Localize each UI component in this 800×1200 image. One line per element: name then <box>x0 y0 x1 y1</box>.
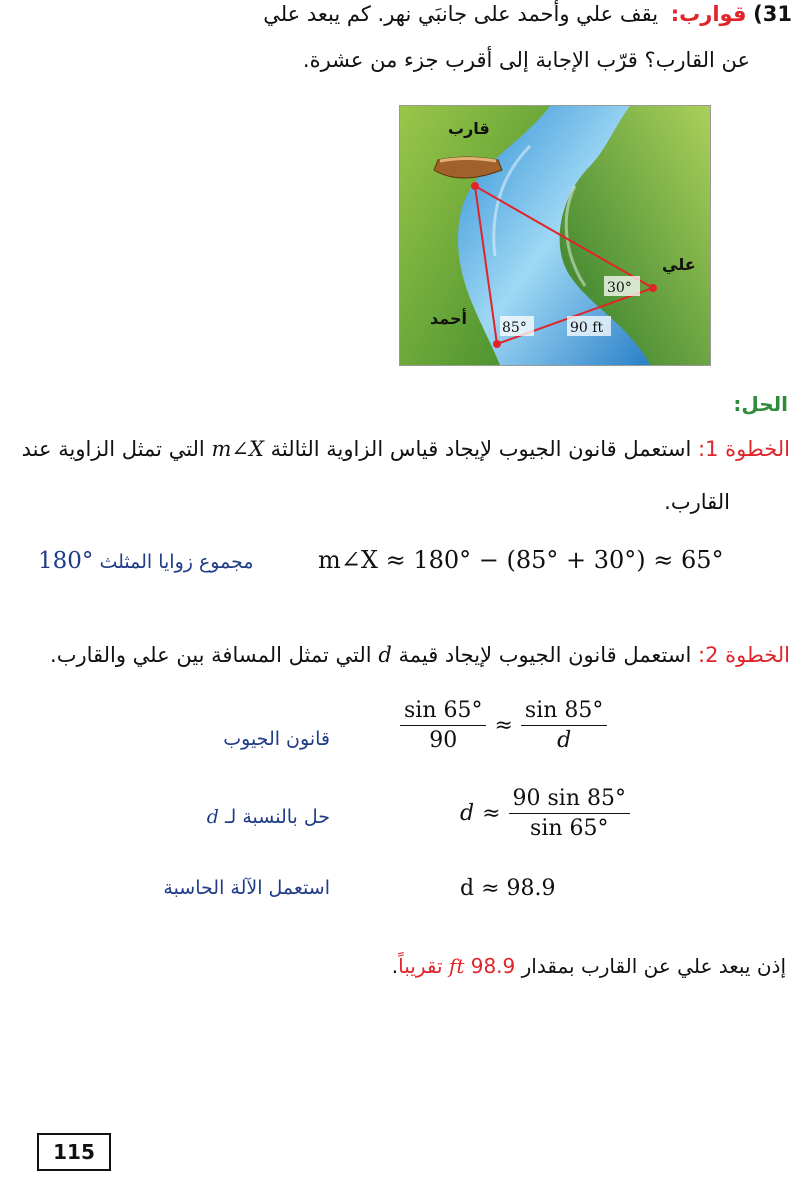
conclusion-end: . <box>391 954 399 978</box>
denominator: 90 <box>429 728 458 753</box>
angle-ahmad: 85° <box>502 320 527 336</box>
numerator: 90 sin 85° <box>509 786 630 814</box>
angle-ali: 30° <box>607 280 632 296</box>
page-number: 115 <box>37 1133 111 1171</box>
side-label: 90 ft <box>570 320 604 336</box>
equation-angle-sum: m∠X ≈ 180° − (85° + 30°) ≈ 65° <box>318 546 724 574</box>
ahmad-point <box>493 340 501 348</box>
conclusion <box>6 954 786 978</box>
step1-line-1 <box>0 437 790 461</box>
note-law-of-sines: قانون الجيوب <box>223 728 330 750</box>
conclusion-text: إذن يبعد علي عن القارب بمقدار <box>521 954 786 978</box>
problem-label: قوارب: <box>670 2 747 26</box>
lhs-var: d <box>460 801 475 826</box>
denominator: sin 65° <box>530 816 609 841</box>
equation-angle-sum-note <box>38 548 254 574</box>
answer-value: 98.9 <box>470 954 516 978</box>
solution-heading: الحل: <box>733 392 788 416</box>
river-figure <box>399 105 711 366</box>
fraction-left <box>400 698 486 753</box>
step2-text-b: التي تمثل المسافة بين علي والقارب. <box>50 643 372 667</box>
note-number: 180° <box>38 548 94 574</box>
note-var: d <box>206 806 219 828</box>
problem-line-1 <box>12 2 792 26</box>
step1-var: m∠X <box>211 437 264 461</box>
step2-label: الخطوة 2: <box>698 643 790 667</box>
ali-point <box>649 284 657 292</box>
ahmad-label: أحمد <box>430 309 467 328</box>
step2-var: d <box>378 643 392 667</box>
fraction-right <box>521 698 607 753</box>
note-calculator: استعمل الآلة الحاسبة <box>163 877 330 899</box>
note-solve-d <box>150 806 330 828</box>
step1-label: الخطوة 1: <box>698 437 790 461</box>
boat-point <box>471 182 479 190</box>
answer-unit: ft <box>448 954 465 978</box>
denominator: d <box>557 728 572 753</box>
approx-sign: ≈ <box>494 713 513 738</box>
fraction <box>509 786 630 841</box>
numerator: sin 65° <box>400 698 486 726</box>
step2-text-a: استعمل قانون الجيوب لإيجاد قيمة <box>398 643 692 667</box>
answer-approx: تقريباً <box>398 954 443 978</box>
note-text: حل بالنسبة لـ <box>224 806 330 828</box>
problem-number: 31) <box>753 2 792 26</box>
equation-solve-d <box>460 786 630 841</box>
problem-text-1: يقف علي وأحمد على جانبَي نهر. كم يبعد علي <box>263 2 659 26</box>
conclusion-answer <box>398 954 515 978</box>
boat-label: قارب <box>448 119 490 138</box>
note-text: مجموع زوايا المثلث <box>99 551 254 573</box>
equation-law-of-sines <box>400 698 607 753</box>
step2-line <box>0 643 790 667</box>
equation-result: d ≈ 98.9 <box>460 876 556 901</box>
problem-line-2: عن القارب؟ قرّب الإجابة إلى أقرب جزء من عشرة. <box>302 48 750 72</box>
numerator: sin 85° <box>521 698 607 726</box>
step1-text-b: التي تمثل الزاوية عند <box>21 437 205 461</box>
approx-sign: ≈ <box>482 801 501 826</box>
ali-label: علي <box>662 255 696 274</box>
step1-text-a: استعمل قانون الجيوب لإيجاد قياس الزاوية الثالثة <box>270 437 692 461</box>
step1-line-2: القارب. <box>664 490 730 514</box>
